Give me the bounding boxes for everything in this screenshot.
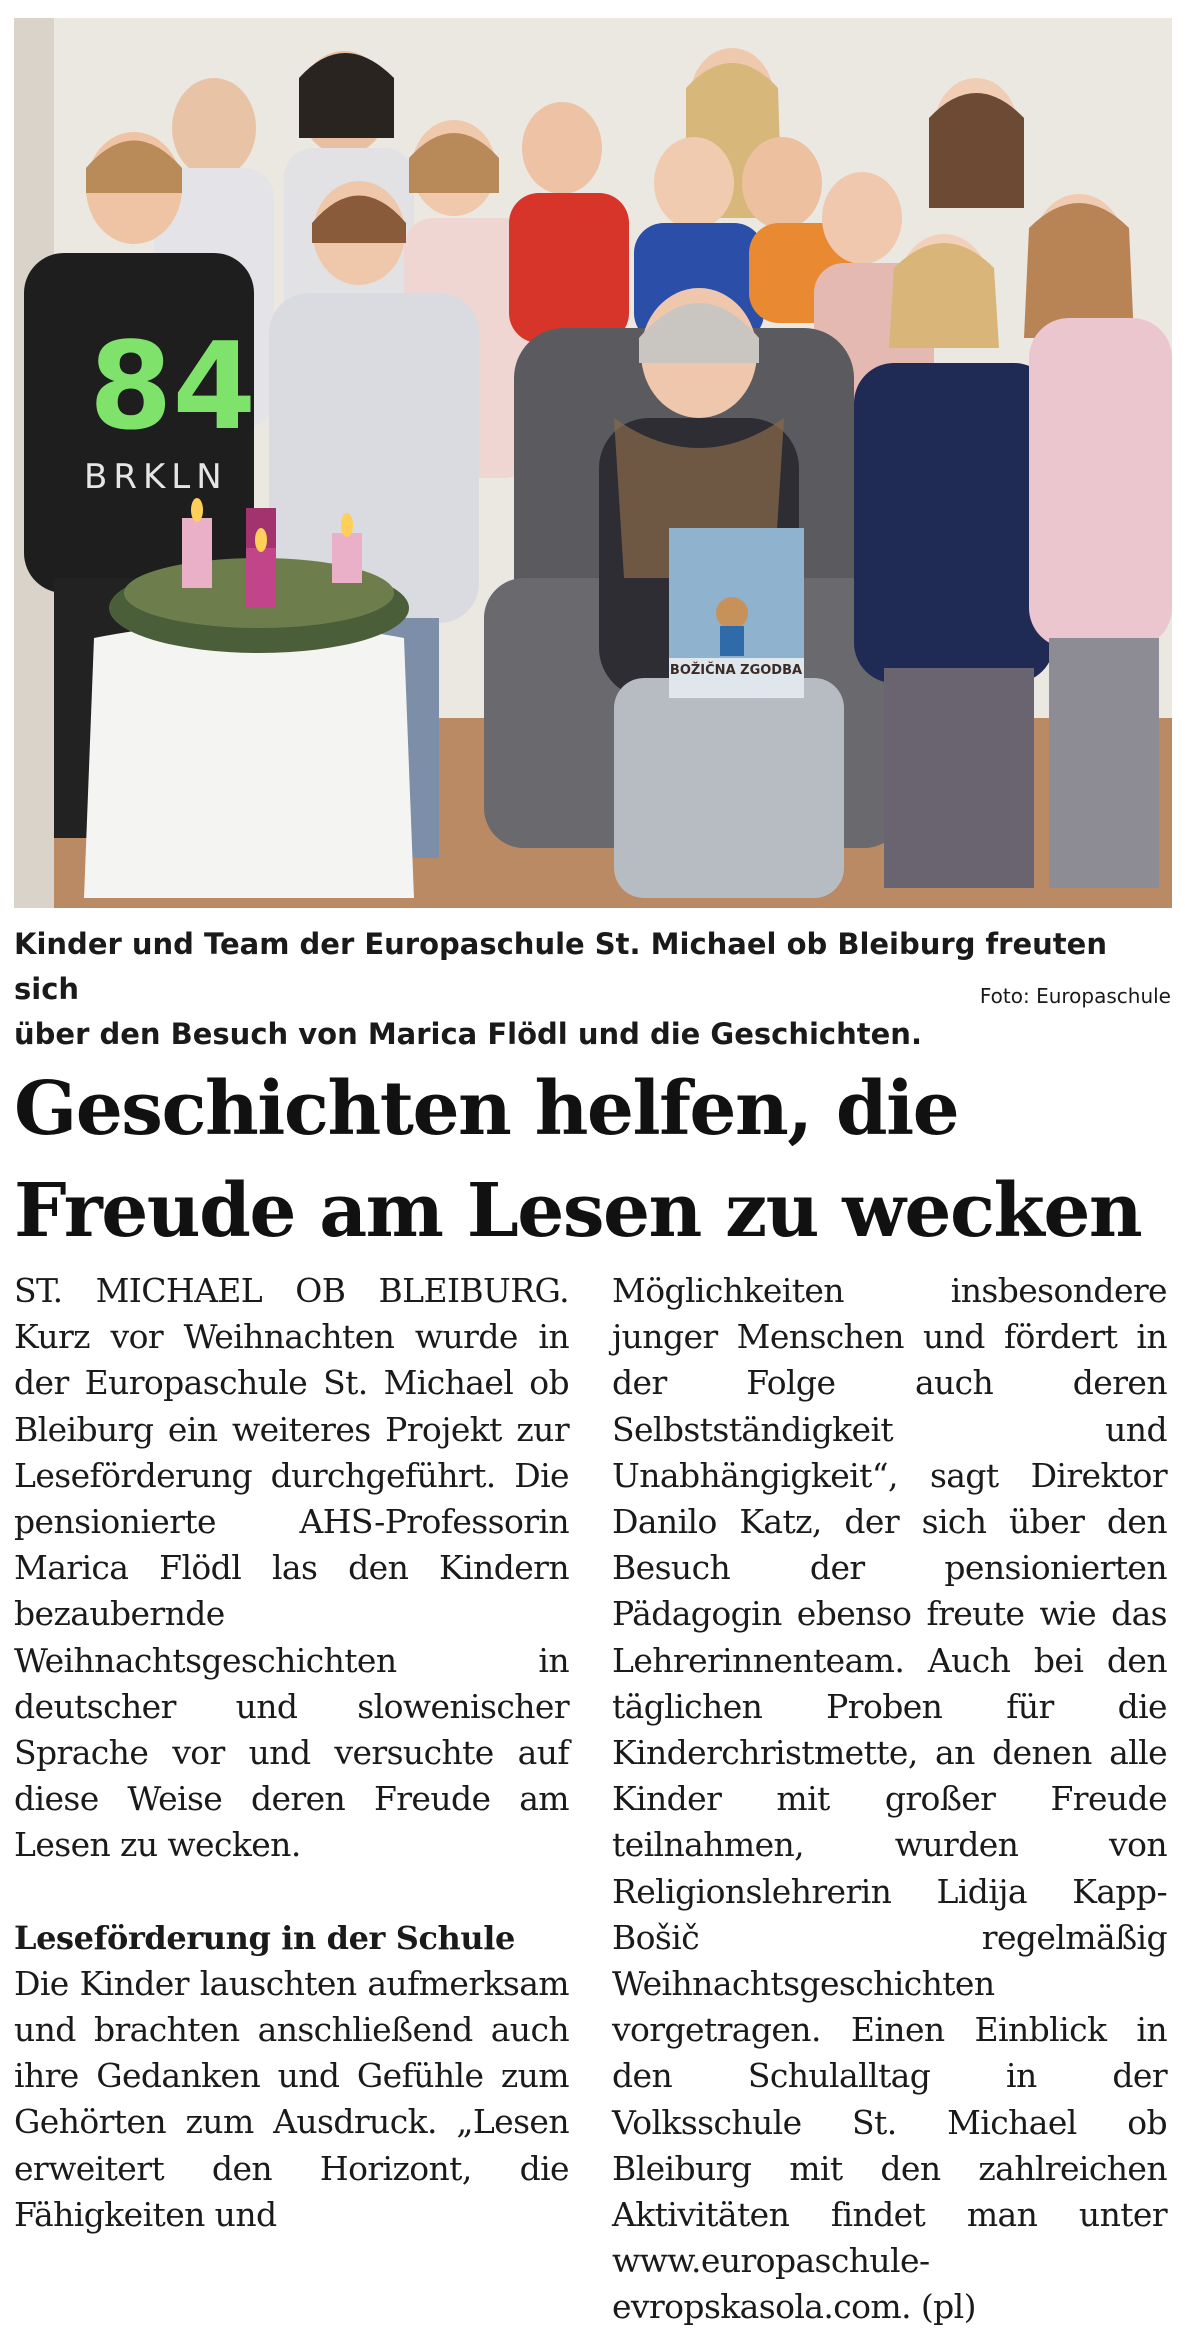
group-photo-illustration <box>14 18 1172 908</box>
article-paragraph-2: Die Kinder lauschten aufmerksam und brachten anschließend auch ihre Gedanken und Gefühle zum Gehörten zum Ausdruck. „Lesen erweitert den Horizont, die Fähigkeiten und <box>14 1963 569 2234</box>
shirt-number: 84 <box>89 318 256 457</box>
article-subheading: Leseförderung in der Schule <box>14 1918 515 1957</box>
headline-line-2: Freude am Lesen zu wecken <box>14 1168 1142 1254</box>
caption-line-2: über den Besuch von Marica Flödl und die Geschichten. <box>14 1017 922 1051</box>
caption-line-1: Kinder und Team der Europaschule St. Michael ob Bleiburg freuten sich <box>14 927 1107 1006</box>
article-column-left <box>14 1268 569 2238</box>
photo-credit: Foto: Europaschule <box>979 984 1171 1008</box>
group-photo <box>14 18 1172 908</box>
article-headline <box>14 1058 1184 1262</box>
article-paragraph-3: Möglichkeiten insbesondere junger Menschen und fördert in der Folge auch deren Selbstständigkeit und Unabhängigkeit“, sagt Direktor Danilo Katz, der sich über den Besuch der pensionierten Pädagogin ebenso freute wie das Lehrerinnenteam. Auch bei den täglichen Proben für die Kinderchristmette, an denen alle Kinder mit großer Freude teilnahmen, wurden von Religionslehrerin Lidija Kapp-Bošič regelmäßig Weihnachtsgeschichten vorgetragen. Einen Einblick in den Schulalltag in der Volksschule St. Michael ob Bleiburg mit den zahlreichen Aktivitäten findet man unter www.europaschule-evropskasola.com. (pl) <box>612 1271 1167 2327</box>
shirt-text: BRKLN <box>84 457 228 497</box>
article-column-right <box>612 1268 1167 2331</box>
headline-line-1: Geschichten helfen, die <box>14 1066 959 1152</box>
book-bozicna-zgodba <box>669 528 804 698</box>
book-title: BOŽIČNA ZGODBA <box>669 663 803 678</box>
article-paragraph-1: ST. MICHAEL OB BLEIBURG. Kurz vor Weihnachten wurde in der Europaschule St. Michael ob Bleiburg ein weiteres Projekt zur Leseförderung durchgeführt. Die pensionierte AHS-Professorin Marica Flödl las den Kindern bezaubernde Weihnachtsgeschichten in deutscher und slowenischer Sprache vor und versuchte auf diese Weise deren Freude am Lesen zu wecken. <box>14 1271 569 1865</box>
